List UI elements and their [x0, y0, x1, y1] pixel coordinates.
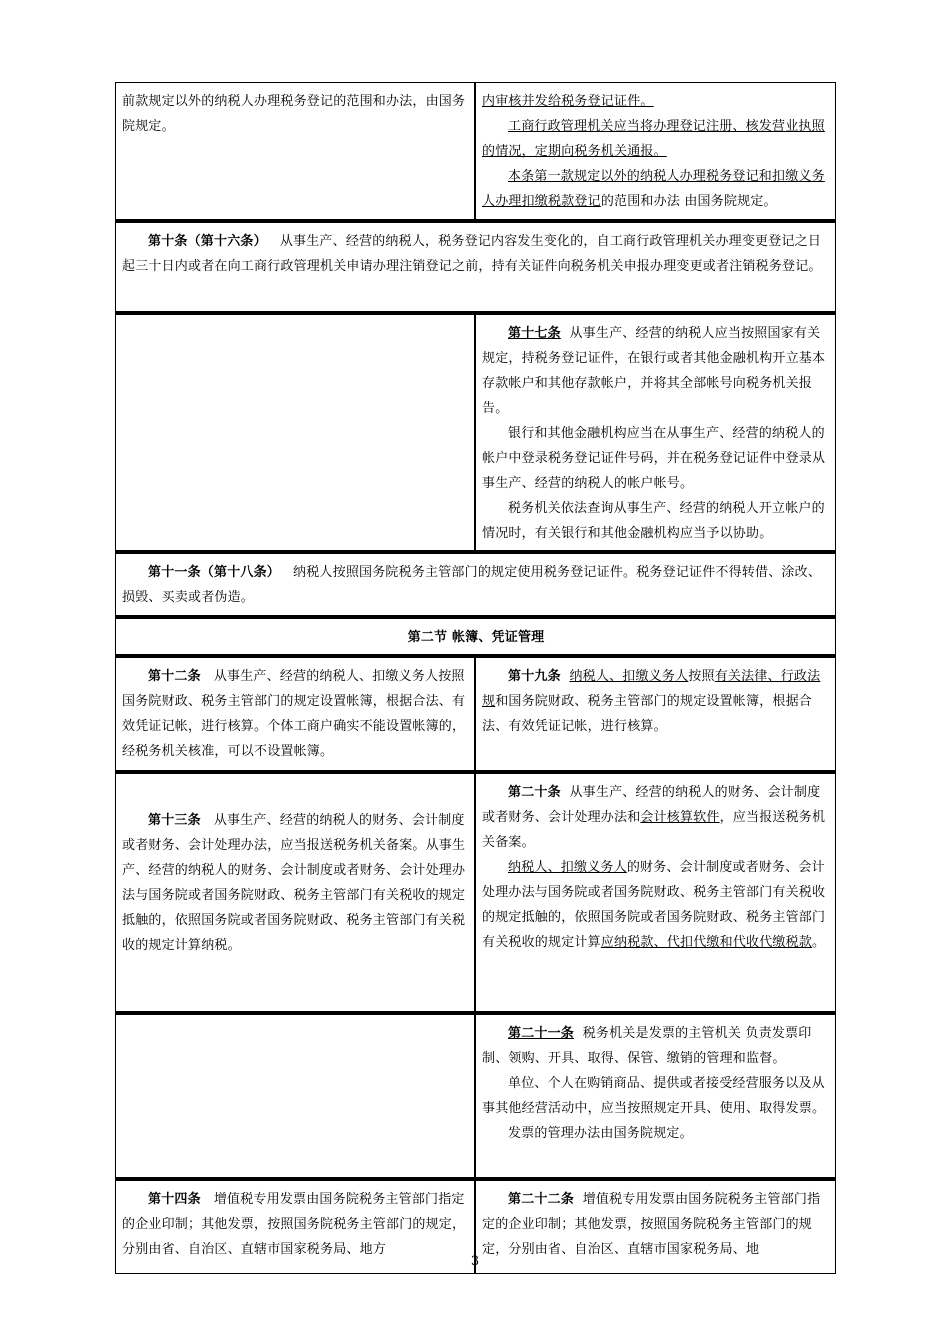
amended-text: 应纳税款、代扣代缴和代收代缴税款	[600, 935, 813, 950]
law-comparison-table	[115, 82, 836, 1274]
article-text: 从事生产、经营的纳税人应当按照国家有关规定，持税务登记证件，在银行或者其他金融机构开立基本存款帐户和其他存款帐户，并将其全部帐号向税务机关报告。	[482, 326, 826, 416]
article-text: 和国务院财政、税务主管部门的规定设置帐簿，根据合法、有效凭证记帐，进行核算。	[482, 694, 813, 734]
amended-text: 本条第一款规定以外的纳税人办理税务登记和扣缴义务人办理扣缴税款登记	[482, 169, 825, 209]
article-text: 的财务、会计制度或者财务、会计处理办法与国务院或者国务院财政、税务主管部门有关税收的规定抵触的，依照国务院或者国务院财政、税务主管部门有关税收的规定计算	[482, 860, 826, 950]
article-number: 第十四条	[148, 1192, 201, 1207]
table-row	[115, 1012, 836, 1178]
paragraph	[122, 808, 469, 958]
paragraph	[122, 1187, 469, 1262]
article-text: 按照	[688, 669, 715, 684]
paragraph	[482, 1021, 830, 1071]
amended-text: 内审核并发给税务登记证件。	[482, 94, 654, 109]
amended-text: 工商行政管理机关应当将办理登记注册、核发营业执照的情况，定期向税务机关通报。	[482, 119, 825, 159]
article-number: 第十二条	[148, 669, 201, 684]
old-law-cell	[115, 771, 475, 1012]
page-number: 3	[470, 1254, 480, 1269]
amended-text: 纳税人、扣缴义务人	[569, 669, 689, 684]
merged-article-cell	[115, 220, 836, 312]
old-law-cell	[115, 82, 475, 220]
article-number: 第十七条	[508, 326, 561, 341]
amended-text: 有关法律、行政法规	[482, 669, 821, 709]
paragraph	[482, 780, 830, 855]
article-text: 。	[812, 935, 826, 950]
new-law-cell	[475, 312, 836, 551]
new-law-cell	[475, 655, 836, 771]
article-text: 纳税人按照国务院税务主管部门的规定使用税务登记证件。税务登记证件不得转借、涂改、损毁、买卖或者伪造。	[122, 565, 822, 605]
table-row	[115, 312, 836, 551]
paragraph	[122, 664, 469, 764]
paragraph	[482, 1187, 830, 1262]
new-law-cell	[475, 82, 836, 220]
amended-text: 纳税人、扣缴义务人	[508, 860, 627, 875]
paragraph	[482, 114, 830, 164]
article-number: 第十条（第十六条）	[148, 234, 267, 249]
article-number: 第十一条（第十八条）	[148, 565, 281, 580]
table-row	[115, 655, 836, 771]
new-law-cell	[475, 771, 836, 1012]
paragraph: 单位、个人在购销商品、提供或者接受经营服务以及从事其他经营活动中，应当按照规定开具、使用、取得发票。	[482, 1076, 826, 1116]
article-text: 从事生产、经营的纳税人、扣缴义务人按照国务院财政、税务主管部门的规定设置帐簿，根据合法、有效凭证记帐，进行核算。个体工商户确实不能设置帐簿的，经税务机关核准，可以不设置帐簿。	[122, 669, 466, 759]
article-text: 从事生产、经营的纳税人，税务登记内容发生变化的，自工商行政管理机关办理变更登记之日起三十日内或者在向工商行政管理机关申请办理注销登记之前，持有关证件向税务机关申报办理变更或者注销税务登记。	[122, 234, 822, 274]
paragraph-text: 的范围和办法 由国务院规定。	[600, 194, 777, 209]
article-text: 增值税专用发票由国务院税务主管部门指定的企业印制；其他发票，按照国务院税务主管部门的规定，分别由省、自治区、直辖市国家税务局、地方	[122, 1192, 466, 1257]
new-law-cell	[475, 1012, 836, 1178]
old-law-cell	[115, 655, 475, 771]
article-number: 第二十二条	[508, 1192, 575, 1207]
article-text: 从事生产、经营的纳税人的财务、会计制度或者财务、会计处理办法，应当报送税务机关备案。从事生产、经营的纳税人的财务、会计制度或者财务、会计处理办法与国务院或者国务院财政、税务主管部门有关税收的规定抵触的，依照国务院或者国务院财政、税务主管部门有关税收的规定计算纳税。	[122, 813, 466, 953]
old-law-cell	[115, 1012, 475, 1178]
article-number: 第十九条	[508, 669, 561, 684]
article-number: 第二十条	[508, 785, 561, 800]
amended-text: 会计核算软件	[640, 810, 720, 825]
table-row	[115, 82, 836, 220]
paragraph	[482, 164, 830, 214]
table-row	[115, 220, 836, 312]
article-text: 税务机关是发票的主管机关 负责发票印制、领购、开具、取得、保管、缴销的管理和监督。	[482, 1026, 812, 1066]
paragraph	[482, 855, 830, 955]
paragraph: 发票的管理办法由国务院规定。	[508, 1126, 693, 1141]
article-text: 从事生产、经营的纳税人的财务、会计制度或者财务、会计处理办法和	[482, 785, 821, 825]
paragraph: 税务机关依法查询从事生产、经营的纳税人开立帐户的情况时，有关银行和其他金融机构应当予以协助。	[482, 501, 825, 541]
paragraph: 银行和其他金融机构应当在从事生产、经营的纳税人的帐户中登录税务登记证件号码，并在税务登记证件中登录从事生产、经营的纳税人的帐户帐号。	[482, 426, 826, 491]
paragraph: 前款规定以外的纳税人办理税务登记的范围和办法，由国务院规定。	[122, 94, 466, 134]
paragraph	[482, 89, 830, 114]
paragraph	[122, 560, 830, 610]
article-number: 第十三条	[148, 813, 201, 828]
article-text: 增值税专用发票由国务院税务主管部门指定的企业印制；其他发票，按照国务院税务主管部门的规定，分别由省、自治区、直辖市国家税务局、地	[482, 1192, 821, 1257]
table-row	[115, 771, 836, 1012]
article-text: ，应当报送税务机关备案。	[482, 810, 826, 850]
article-number: 第二十一条	[508, 1026, 575, 1041]
paragraph	[482, 664, 830, 739]
paragraph	[482, 321, 830, 421]
old-law-cell	[115, 312, 475, 551]
section-title: 第二节 帐簿、凭证管理	[407, 630, 545, 645]
section-heading-cell	[115, 616, 836, 655]
table-row	[115, 551, 836, 616]
paragraph	[122, 229, 830, 279]
merged-article-cell	[115, 551, 836, 616]
table-row	[115, 616, 836, 655]
